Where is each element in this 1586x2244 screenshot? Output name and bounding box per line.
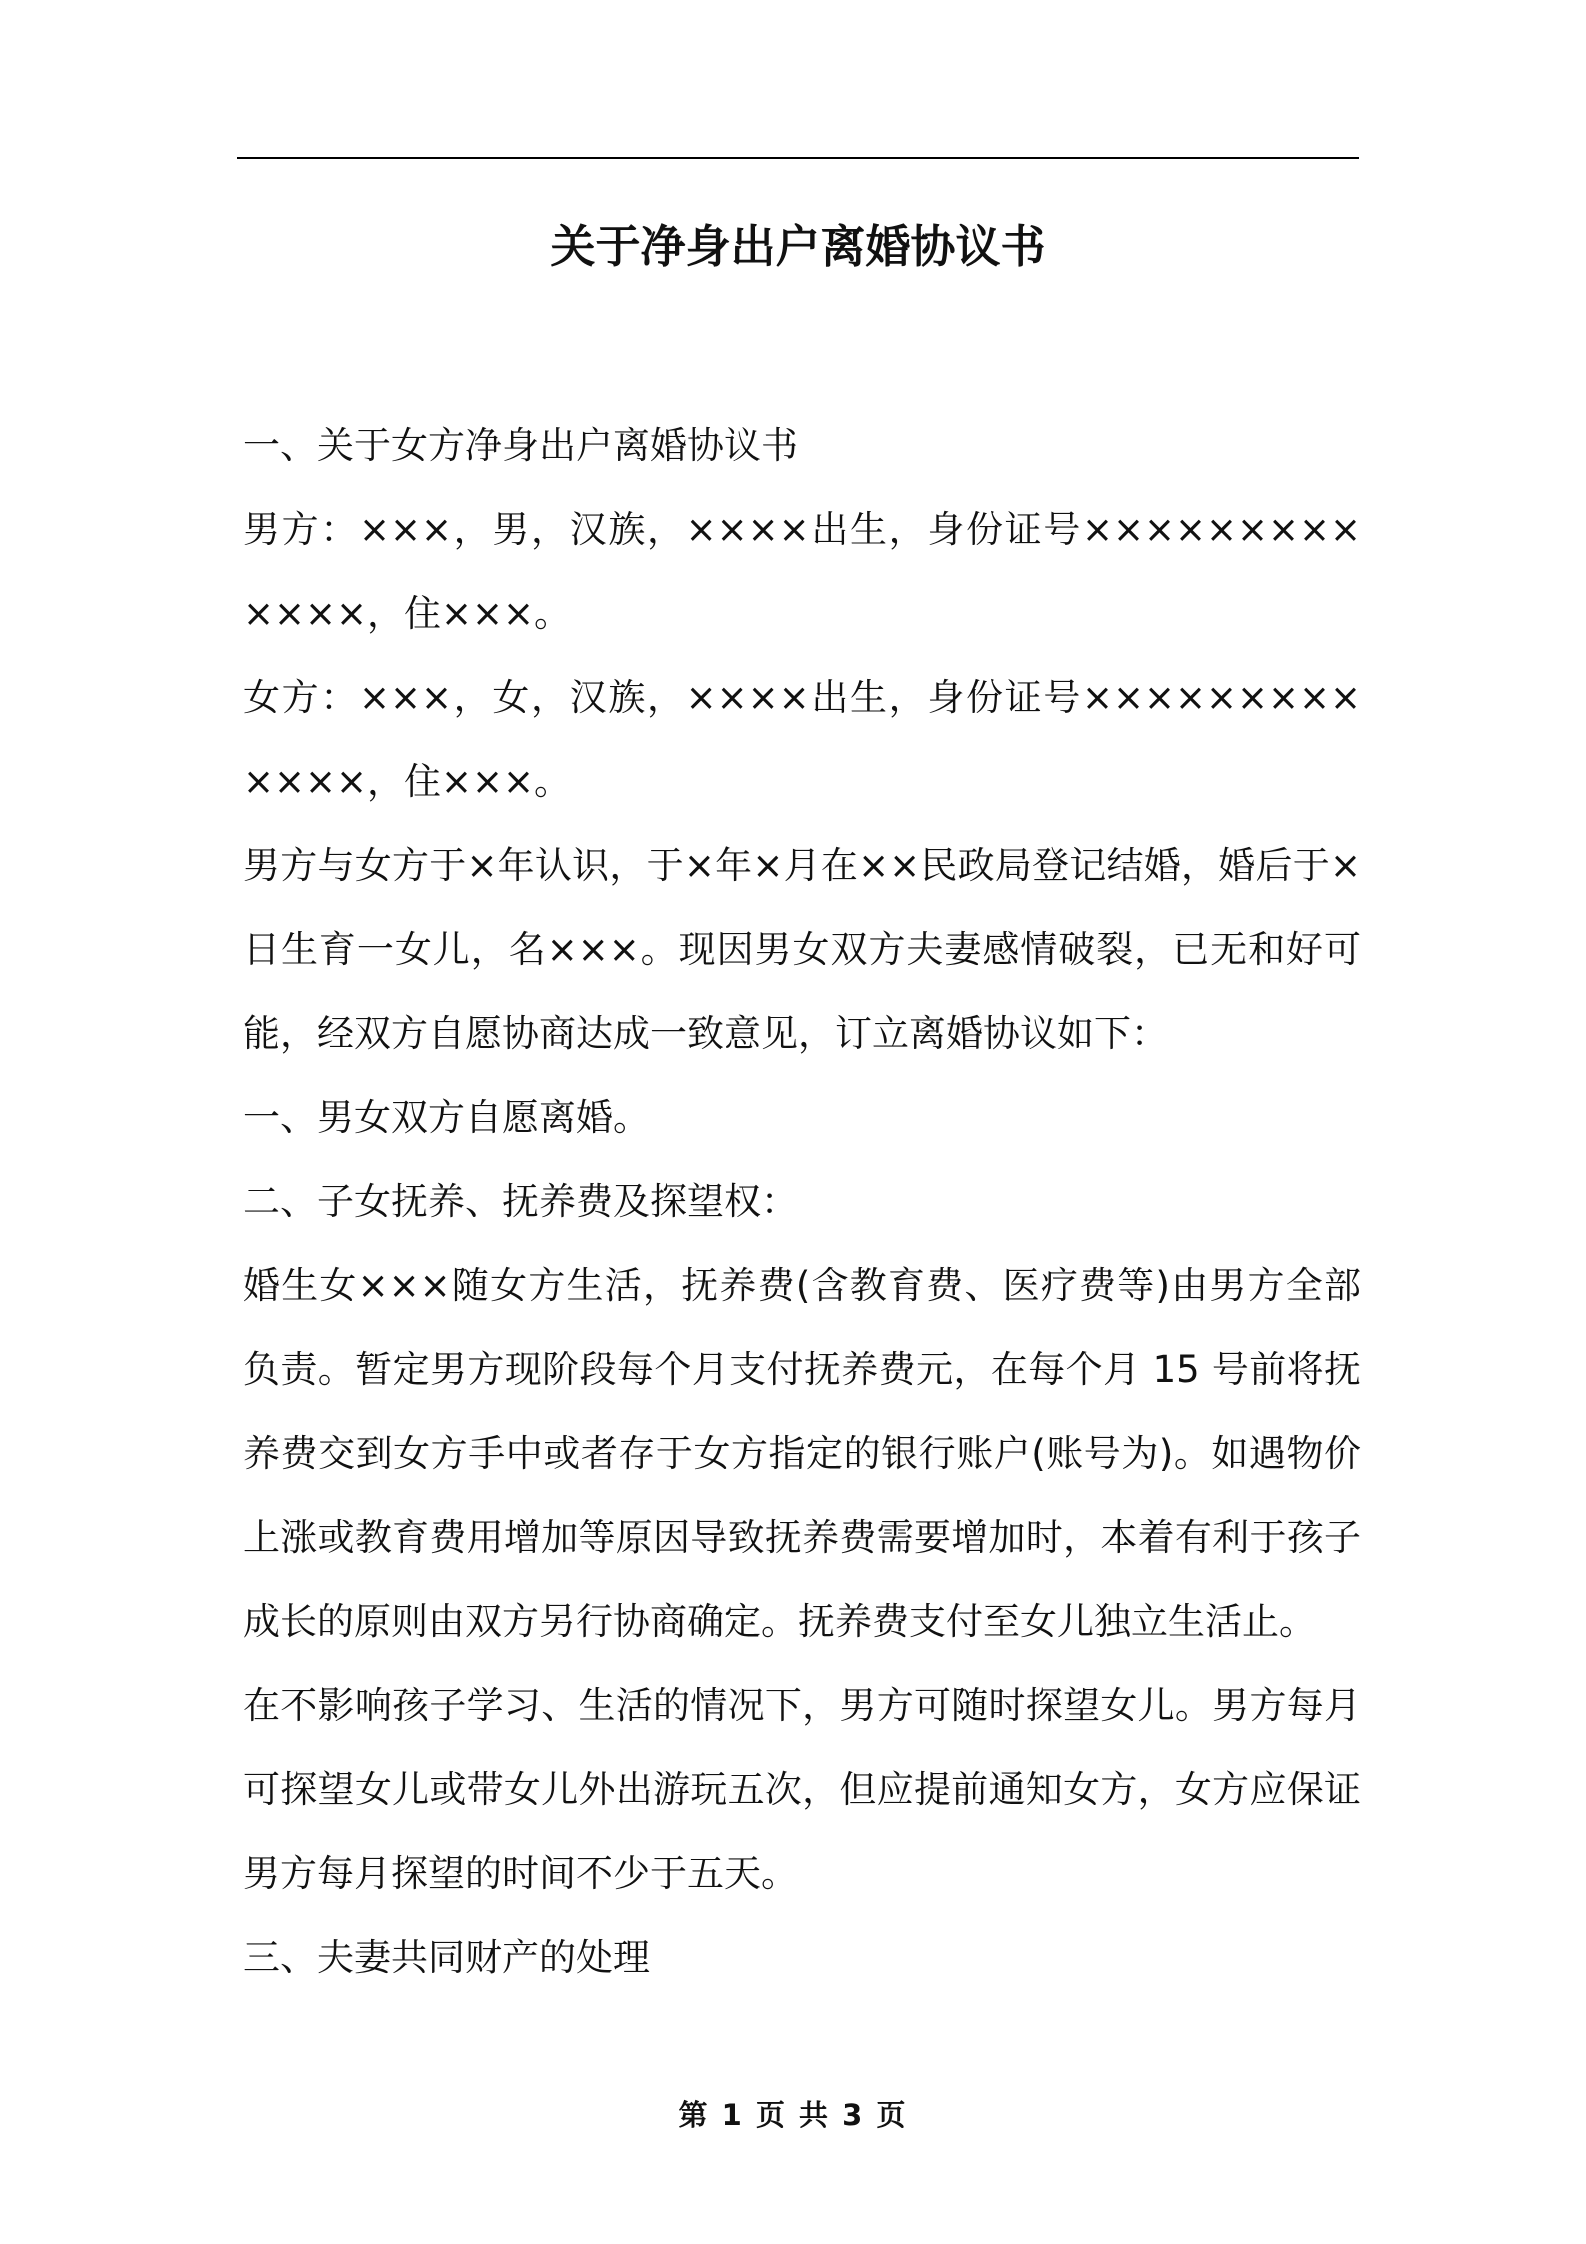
header-rule [237, 157, 1359, 159]
background-paragraph: 男方与女方于×年认识，于×年×月在××民政局登记结婚，婚后于×日生育一女儿，名×××。现因男女双方夫妻感情破裂，已无和好可能，经双方自愿协商达成一致意见，订立离婚协议如下： [243, 844, 1361, 1055]
page-label-suffix: 页 [876, 2098, 908, 2132]
page-footer [0, 2095, 1586, 2135]
party-female-paragraph: 女方：×××，女，汉族，××××出生，身份证号×××××××××××××，住×××。 [243, 676, 1361, 803]
page-label-prefix: 第 [678, 2098, 710, 2132]
total-pages-number: 3 [842, 2098, 865, 2132]
clause-2-heading: 二、子女抚养、抚养费及探望权： [243, 1180, 798, 1223]
document-title: 关于净身出户离婚协议书 [550, 220, 1046, 273]
page-label-mid: 页 共 [755, 2098, 831, 2132]
clause-3-heading: 三、夫妻共同财产的处理 [243, 1936, 650, 1979]
party-male-paragraph: 男方：×××，男，汉族，××××出生，身份证号×××××××××××××，住×××。 [243, 508, 1361, 635]
document-body [243, 404, 1361, 2000]
section-heading: 一、关于女方净身出户离婚协议书 [243, 424, 798, 467]
clause-1-heading: 一、男女双方自愿离婚。 [243, 1096, 650, 1139]
child-support-paragraph: 婚生女×××随女方生活，抚养费(含教育费、医疗费等)由男方全部负责。暂定男方现阶段每个月支付抚养费元，在每个月 15 号前将抚养费交到女方手中或者存于女方指定的银行账户(账号为)。如遇物价上涨或教育费用增加等原因导致抚养费需要增加时，本着有利于孩子成长的原则由双方另行协商确定。抚养费支付至女儿独立生活止。 [243, 1264, 1361, 1643]
current-page-number: 1 [721, 2098, 744, 2132]
visitation-paragraph: 在不影响孩子学习、生活的情况下，男方可随时探望女儿。男方每月可探望女儿或带女儿外出游玩五次，但应提前通知女方，女方应保证男方每月探望的时间不少于五天。 [243, 1684, 1361, 1895]
